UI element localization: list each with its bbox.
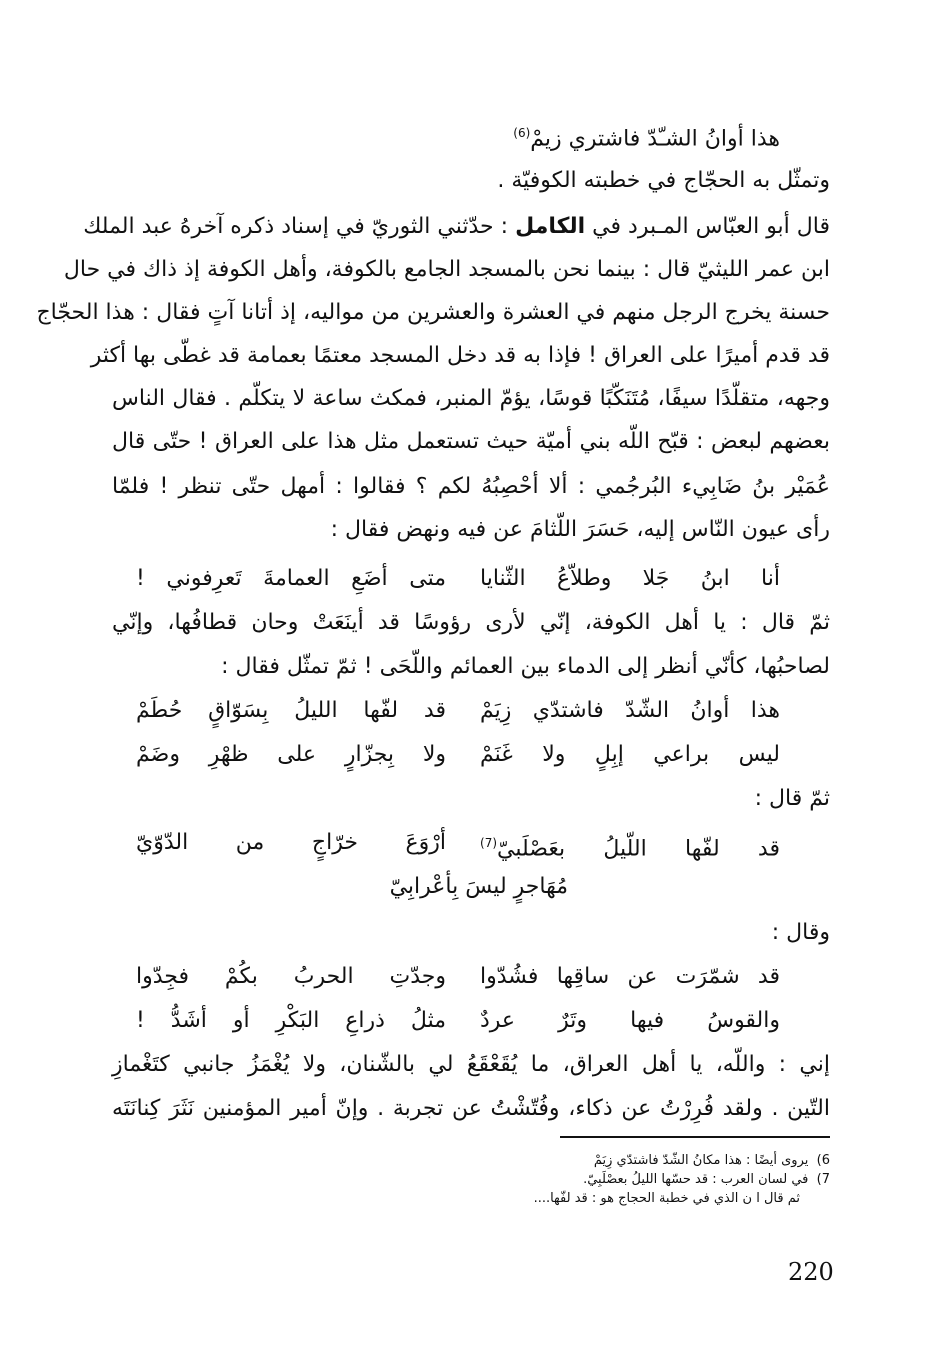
paragraph1-line3: حسنة يخرج الرجل منهم في العشرة والعشرين من مواليه، إذ أتانا آتٍ فقال : هذا الحجّاج [36,300,830,325]
paragraph1-line5: وجهه، متقلّدًا سيفًا، مُتَنَكّبًا قوسًا، يؤمّ المنبر، فمكث ساعة لا يتكلّم . فقال الناس [112,386,830,411]
and-said: وقال : [771,920,830,945]
verse3-right-hemistich [480,828,780,864]
paragraph1-line7: عُمَيْر بنُ ضَابِيء البُرجُمي : ألا أحْصِبُهُ لكم ؟ فقالوا : أمهل حتّى تنظر ! فلمّا [112,474,830,499]
verse4-line2-right: والقوسُ فيها وتَرٌ عردٌ [480,1008,780,1033]
page-number: 220 [788,1258,834,1286]
verse1-right-hemistich: أنا ابنُ جَلا وطلاّعُ الثّنايا [480,566,780,591]
p1-pre: قال أبو العبّاس المـبرد في [585,214,830,239]
paragraph1-line4: قد قدم أميرًا على العراق ! فإذا به قد دخل المسجد معتمًا بعمامة قد غطّى بها أكثر [90,343,830,368]
footnote-text: يروى أيضًا : هذا مكانُ الشّدّ فاشتدّي زِيَمْ [593,1153,809,1168]
paragraph1-line6: بعضهم لبعض : قبّح اللّه بني أميّة حيث تستعمل مثل هذا على العراق ! حتّى قال [112,429,830,454]
then-said-1: ثمّ قال : [754,786,830,811]
footnote-6: 6) يروى أيضًا : هذا مكانُ الشّدّ فاشتدّي زِيَمْ [593,1153,830,1168]
verse4-line1-left: وجدّتِ الحربُ بكُمْ فجِدّوا [136,964,446,989]
paragraph3-line2: التّين . ولقد فُرِرْتُ عن ذكاء، وفُتّشْتُ عن تجربة . وإنّ أمير المؤمنين نَثَرَ كِنانَتَه [112,1096,830,1121]
footnote-text: في لسان العرب : قد حسّها الليلُ بعصْلَبِيّ. [583,1172,809,1187]
footnote-ref-6: (6) [513,126,531,140]
book-title-kamil: الكامل [515,214,586,239]
intro-verse-line2: وتمثّل به الحجّاج في خطبته الكوفيّة . [497,168,830,193]
verse3-second-line: مُهَاجرٍ ليسَ بِأعْرابِيّ [389,874,568,899]
verse4-line2-left: مثلُ ذراعِ البَكْرِ أو أشَدُّ ! [136,1008,446,1033]
paragraph3-line1: إني : واللّه، يا أهل العراق، ما يُقَعْقَعُ لي بالشّنان، ولا يُغْمَزُ جانبي كتَغْمازِ [112,1052,830,1077]
intro-verse-text: هذا أوانُ الشـّدّ فاشتري زيمْ [530,126,780,152]
paragraph2-line2: لصاحبُها، كأنّي أنظر إلى الدماء بين العمائم واللّحَى ! ثمّ تمثّل فقال : [221,654,830,679]
footnote-number: 6 [821,1153,830,1168]
footnote-ref-7: (7) [480,836,498,850]
paragraph2-line1: ثمّ قال : يا أهل الكوفة، إنّي لأرى رؤوسًا قد أينَعَتْ وحان قطافُها، وإنّي [112,610,830,635]
paragraph1-line8: رأى عيون النّاس إليه، حَسَرَ اللّثامَ عن فيه ونهض فقال : [330,517,830,542]
verse2-line2-right: ليس براعي إبِلٍ ولا غَنَمْ [480,742,780,767]
verse3-right-text: قد لفّها اللّيلُ بعَصْلَبيّ [497,836,780,862]
footnote-divider [560,1136,830,1138]
verse2-line2-left: ولا بِجزّارٍ على ظهْرِ وضَمْ [136,742,446,767]
paragraph1-line1 [83,212,830,242]
verse3-left-hemistich: أرْوَعَ خرّاجٍ من الدّوّيّ [136,830,446,855]
verse4-line1-right: قد شمّرَت عن ساقِها فشُدّوا [480,964,780,989]
verse1-left-hemistich: متى أضَعِ العمامةَ تَعرِفوني ! [136,566,446,591]
footnote-7-continuation: ثم قال ا ن الذي في خطبة الحجاج هو : قد لفّها.... [533,1191,800,1206]
footnote-number: 7 [821,1172,830,1187]
verse2-line1-right: هذا أوانُ الشّدّ فاشتدّي زِيَمْ [480,698,780,723]
p1-post: : حدّثني الثوريّ في إسناد ذكره آخرهُ عبد الملك [83,214,516,239]
verse2-line1-left: قد لفّها الليلُ بِسَوّاقٍ حُطَمْ [136,698,446,723]
intro-verse-line1 [513,118,780,154]
footnote-7: 7) في لسان العرب : قد حسّها الليلُ بعصْلَبِيّ. [583,1172,830,1187]
paragraph1-line2: ابن عمر الليثيّ قال : بينما نحن بالمسجد الجامع بالكوفة، وأهل الكوفة إذ ذاك في حال [63,257,830,282]
